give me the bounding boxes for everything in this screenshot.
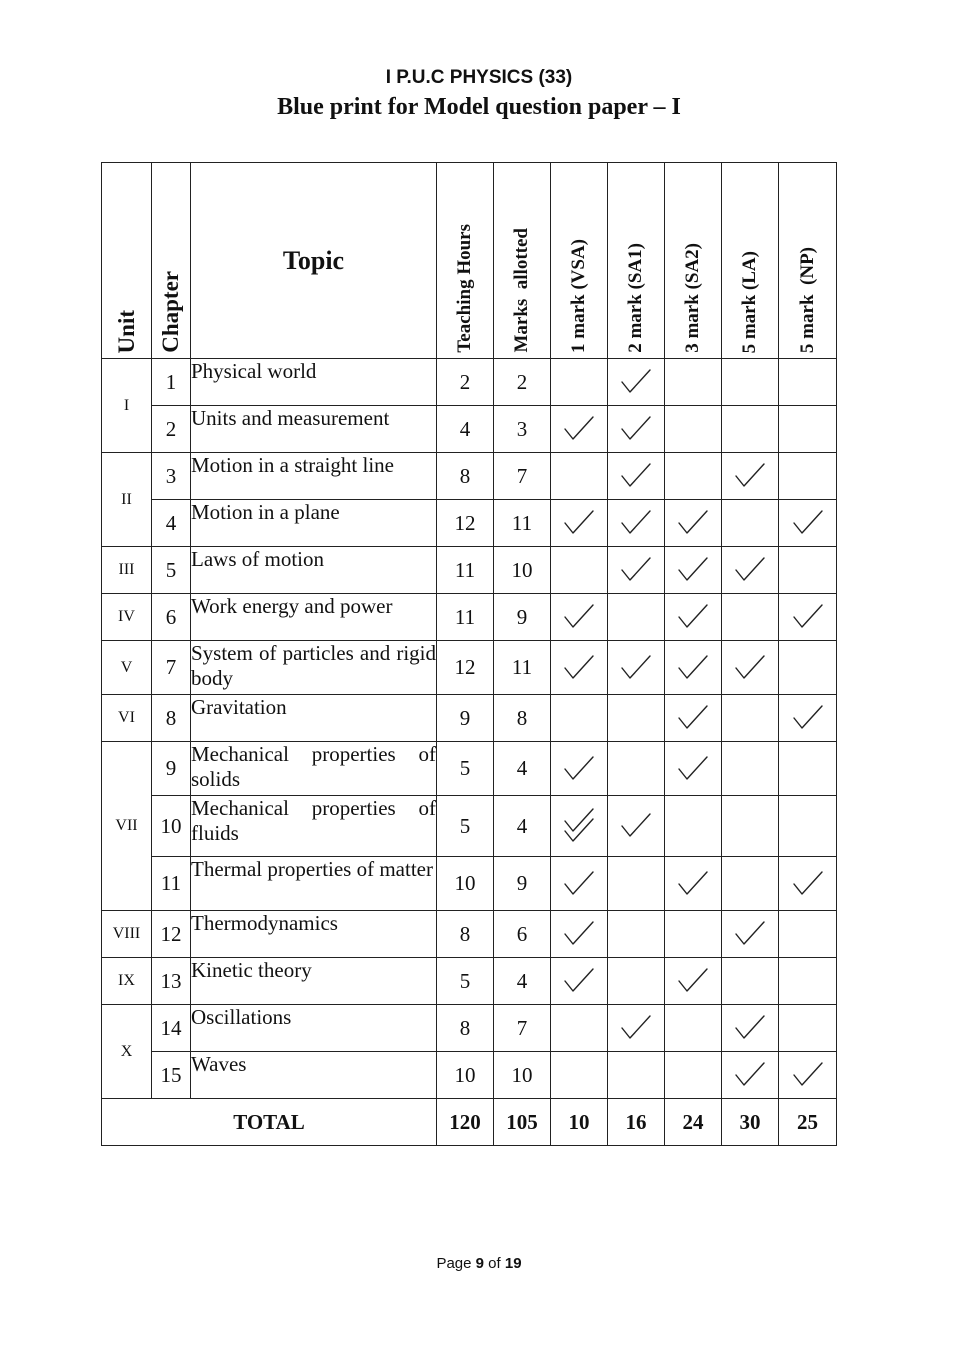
sa1-cell [608,547,665,594]
chapter-cell: 3 [152,453,191,500]
hours-cell: 8 [437,453,494,500]
check-mark-icon [792,509,824,537]
la-cell [722,453,779,500]
hours-cell: 10 [437,857,494,911]
check-mark-icon [563,415,595,443]
sa1-cell [608,695,665,742]
chapter-cell: 6 [152,594,191,641]
total-vsa: 10 [551,1099,608,1146]
hours-cell: 4 [437,406,494,453]
marks-cell: 10 [494,547,551,594]
check-mark-icon [677,556,709,584]
np-cell [779,547,837,594]
chapter-cell: 11 [152,857,191,911]
np-cell [779,359,837,406]
np-cell [779,796,837,857]
la-cell [722,1005,779,1052]
topic-cell: Gravitation [191,695,437,742]
table-row [102,547,837,594]
sa2-cell [665,695,722,742]
check-mark-icon [677,654,709,682]
check-mark-icon [734,556,766,584]
chapter-cell: 8 [152,695,191,742]
np-cell [779,1005,837,1052]
sa1-cell [608,1052,665,1099]
chapter-cell: 14 [152,1005,191,1052]
sa1-cell [608,453,665,500]
marks-cell: 3 [494,406,551,453]
marks-cell: 6 [494,911,551,958]
np-cell [779,742,837,796]
chapter-cell: 15 [152,1052,191,1099]
np-cell [779,911,837,958]
check-mark-icon [734,920,766,948]
table-row [102,796,837,857]
marks-cell: 4 [494,742,551,796]
unit-cell: I [102,359,152,453]
check-mark-icon [563,870,595,898]
np-header: 5 mark (NP) [779,163,837,359]
sa2-cell [665,857,722,911]
unit-cell: IV [102,594,152,641]
topic-cell: Motion in a plane [191,500,437,547]
check-mark-icon [620,415,652,443]
hours-cell: 5 [437,742,494,796]
total-sa1: 16 [608,1099,665,1146]
check-mark-icon [677,603,709,631]
sa2-cell [665,547,722,594]
total-sa2: 24 [665,1099,722,1146]
check-mark-icon [734,1014,766,1042]
topic-cell: Waves [191,1052,437,1099]
sa2-cell [665,500,722,547]
check-mark-icon [734,654,766,682]
check-mark-icon [563,603,595,631]
unit-cell: III [102,547,152,594]
table-row [102,594,837,641]
check-mark-icon [677,870,709,898]
check-mark-icon [620,462,652,490]
sa1-cell [608,641,665,695]
chapter-cell: 2 [152,406,191,453]
unit-cell: VI [102,695,152,742]
table-row [102,1005,837,1052]
topic-cell: Oscillations [191,1005,437,1052]
marks-cell: 9 [494,857,551,911]
sa2-cell [665,594,722,641]
hours-cell: 5 [437,958,494,1005]
unit-header: Unit [102,163,152,359]
unit-cell: VIII [102,911,152,958]
vsa-cell [551,500,608,547]
la-cell [722,547,779,594]
sa2-cell [665,911,722,958]
sa1-cell [608,742,665,796]
check-mark-icon [677,967,709,995]
marks-cell: 7 [494,453,551,500]
topic-cell: Units and measurement [191,406,437,453]
sa1-header: 2 mark (SA1) [608,163,665,359]
vsa-cell [551,594,608,641]
hours-cell: 10 [437,1052,494,1099]
check-mark-icon [677,755,709,783]
marks-cell: 8 [494,695,551,742]
vsa-cell [551,359,608,406]
hours-cell: 5 [437,796,494,857]
np-cell [779,958,837,1005]
table-row [102,1052,837,1099]
check-mark-icon [620,654,652,682]
sa2-cell [665,453,722,500]
np-cell [779,695,837,742]
table-row [102,695,837,742]
sa1-cell [608,796,665,857]
vsa-cell [551,1005,608,1052]
vsa-cell [551,1052,608,1099]
la-header: 5 mark (LA) [722,163,779,359]
chapter-cell: 7 [152,641,191,695]
vsa-cell [551,857,608,911]
unit-cell: V [102,641,152,695]
sa1-cell [608,1005,665,1052]
unit-cell: VII [102,742,152,911]
la-cell [722,911,779,958]
table-row [102,742,837,796]
table-row [102,359,837,406]
total-row [102,1099,837,1146]
marks-cell: 11 [494,500,551,547]
unit-cell: IX [102,958,152,1005]
page-number: 9 [475,1255,484,1272]
topic-cell: System of particles and rigid body [191,641,437,695]
chapter-cell: 13 [152,958,191,1005]
header-row [102,163,837,359]
total-pages: 19 [504,1255,522,1272]
chapter-cell: 5 [152,547,191,594]
table-row [102,453,837,500]
chapter-cell: 1 [152,359,191,406]
topic-cell: Mechanical properties of solids [191,742,437,796]
la-cell [722,641,779,695]
total-la: 30 [722,1099,779,1146]
total-label: TOTAL [102,1099,437,1146]
unit-cell: X [102,1005,152,1099]
check-mark-icon [620,1014,652,1042]
teaching-hours-header: Teaching Hours [437,163,494,359]
sa2-cell [665,958,722,1005]
hours-cell: 2 [437,359,494,406]
np-cell [779,594,837,641]
topic-cell: Motion in a straight line [191,453,437,500]
check-mark-icon [563,509,595,537]
total-hours: 120 [437,1099,494,1146]
table-row [102,641,837,695]
vsa-cell [551,958,608,1005]
check-mark-icon [677,509,709,537]
hours-cell: 8 [437,1005,494,1052]
sa1-cell [608,406,665,453]
vsa-header: 1 mark (VSA) [551,163,608,359]
double-check-mark-icon [563,807,595,845]
la-cell [722,1052,779,1099]
sa1-cell [608,594,665,641]
vsa-cell [551,547,608,594]
vsa-cell [551,742,608,796]
chapter-cell: 12 [152,911,191,958]
la-cell [722,359,779,406]
sa2-cell [665,742,722,796]
vsa-cell [551,406,608,453]
check-mark-icon [677,704,709,732]
table-row [102,406,837,453]
total-np: 25 [779,1099,837,1146]
hours-cell: 8 [437,911,494,958]
course-title: I P.U.C PHYSICS (33) [385,67,573,88]
topic-header: Topic [191,163,437,359]
blueprint-table [101,162,837,1146]
chapter-cell: 9 [152,742,191,796]
check-mark-icon [734,462,766,490]
table-row [102,958,837,1005]
check-mark-icon [563,654,595,682]
chapter-header: Chapter [152,163,191,359]
table-row [102,911,837,958]
sa1-cell [608,911,665,958]
vsa-cell [551,911,608,958]
check-mark-icon [792,1061,824,1089]
sa2-cell [665,359,722,406]
topic-cell: Kinetic theory [191,958,437,1005]
chapter-cell: 4 [152,500,191,547]
sa2-cell [665,1005,722,1052]
vsa-cell [551,641,608,695]
sa1-cell [608,359,665,406]
check-mark-icon [734,1061,766,1089]
check-mark-icon [563,755,595,783]
la-cell [722,594,779,641]
la-cell [722,406,779,453]
check-mark-icon [620,509,652,537]
check-mark-icon [620,556,652,584]
table-row [102,857,837,911]
la-cell [722,742,779,796]
topic-cell: Thermal properties of matter [191,857,437,911]
sa1-cell [608,857,665,911]
check-mark-icon [563,920,595,948]
marks-cell: 7 [494,1005,551,1052]
check-mark-icon [792,870,824,898]
sa2-cell [665,796,722,857]
total-marks: 105 [494,1099,551,1146]
topic-cell: Laws of motion [191,547,437,594]
sa2-header: 3 mark (SA2) [665,163,722,359]
check-mark-icon [792,704,824,732]
topic-cell: Work energy and power [191,594,437,641]
marks-cell: 4 [494,958,551,1005]
hours-cell: 9 [437,695,494,742]
unit-cell: II [102,453,152,547]
marks-allotted-header: Marks allotted [494,163,551,359]
check-mark-icon [563,967,595,995]
np-cell [779,406,837,453]
np-cell [779,1052,837,1099]
topic-cell: Thermodynamics [191,911,437,958]
la-cell [722,796,779,857]
page-label: Page [436,1255,472,1272]
page-title: Blue print for Model question paper – I [277,94,681,120]
sa2-cell [665,406,722,453]
sa2-cell [665,1052,722,1099]
chapter-cell: 10 [152,796,191,857]
marks-cell: 4 [494,796,551,857]
np-cell [779,641,837,695]
la-cell [722,958,779,1005]
check-mark-icon [620,812,652,840]
vsa-cell [551,453,608,500]
marks-cell: 9 [494,594,551,641]
sa2-cell [665,641,722,695]
sa1-cell [608,500,665,547]
vsa-cell [551,695,608,742]
topic-cell: Physical world [191,359,437,406]
np-cell [779,857,837,911]
hours-cell: 11 [437,547,494,594]
la-cell [722,857,779,911]
vsa-cell [551,796,608,857]
table-row [102,500,837,547]
sa1-cell [608,958,665,1005]
check-mark-icon [620,368,652,396]
check-mark-icon [792,603,824,631]
marks-cell: 2 [494,359,551,406]
hours-cell: 12 [437,641,494,695]
marks-cell: 10 [494,1052,551,1099]
marks-cell: 11 [494,641,551,695]
hours-cell: 11 [437,594,494,641]
la-cell [722,695,779,742]
np-cell [779,453,837,500]
hours-cell: 12 [437,500,494,547]
la-cell [722,500,779,547]
page-footer [0,1255,958,1272]
of-label: of [488,1255,501,1272]
topic-cell: Mechanical properties of fluids [191,796,437,857]
np-cell [779,500,837,547]
